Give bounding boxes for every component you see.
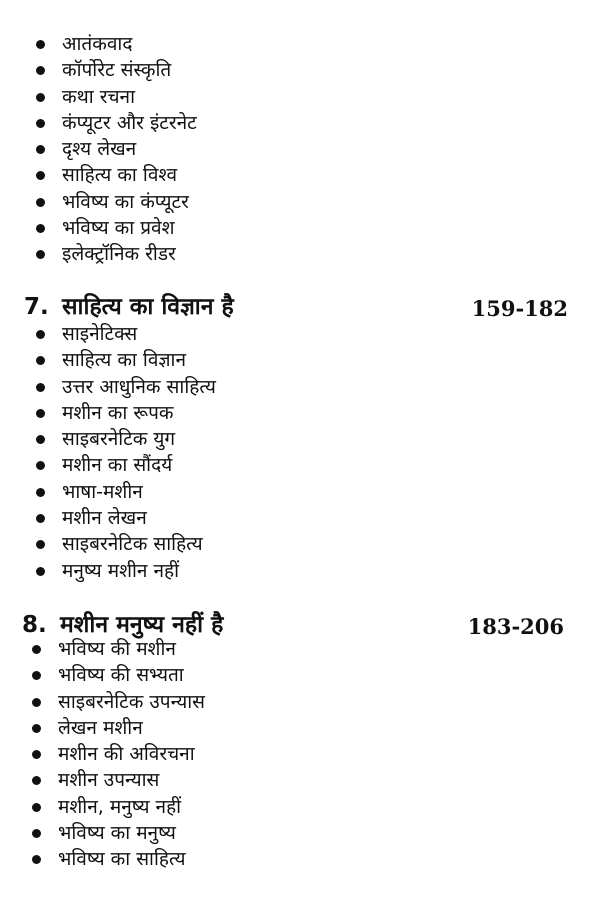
list-item xyxy=(28,636,205,662)
topic-label: मशीन का रूपक xyxy=(62,401,174,424)
topic-label: साहित्य का विज्ञान xyxy=(62,349,187,372)
list-item xyxy=(32,162,197,188)
list-item xyxy=(28,767,205,793)
bullet-icon xyxy=(32,724,41,733)
list-item xyxy=(32,452,216,478)
topic-label: साइबरनेटिक युग xyxy=(62,428,176,451)
bullet-icon xyxy=(36,540,45,549)
list-item xyxy=(32,31,197,57)
chapter-7-topic-list xyxy=(32,321,216,584)
topic-label: मशीन, मनुष्य नहीं xyxy=(58,795,182,818)
topic-label: साइनेटिक्स xyxy=(62,323,138,345)
chapter-8-topic-list xyxy=(28,636,205,873)
chapter-number: 7. xyxy=(24,294,49,320)
list-item xyxy=(32,110,197,136)
topic-label: मशीन उपन्यास xyxy=(58,769,160,792)
list-item xyxy=(32,558,216,584)
bullet-icon xyxy=(36,93,45,102)
list-item xyxy=(32,136,197,162)
topic-label: मनुष्य मशीन नहीं xyxy=(62,559,180,582)
topic-label: भविष्य का प्रवेश xyxy=(62,217,175,240)
bullet-icon xyxy=(36,119,45,128)
bullet-icon xyxy=(36,145,45,154)
bullet-icon xyxy=(36,356,45,365)
bullet-icon xyxy=(32,855,41,864)
topic-label: भविष्य का कंप्यूटर xyxy=(62,190,189,213)
bullet-icon xyxy=(32,750,41,759)
list-item xyxy=(32,189,197,215)
list-item xyxy=(32,479,216,505)
chapter-7-heading xyxy=(24,290,234,324)
bullet-icon xyxy=(36,461,45,470)
list-item xyxy=(32,505,216,531)
topic-label: भविष्य का मनुष्य xyxy=(58,822,176,845)
topic-label: भविष्य का साहित्य xyxy=(58,848,186,871)
bullet-icon xyxy=(36,66,45,75)
topic-label: मशीन का सौंदर्य xyxy=(62,454,173,477)
chapter-number: 8. xyxy=(22,612,47,638)
list-item xyxy=(32,347,216,373)
topic-label: मशीन की अविरचना xyxy=(58,743,195,766)
topic-label: मशीन लेखन xyxy=(62,507,147,530)
topic-label: उत्तर आधुनिक साहित्य xyxy=(62,375,216,398)
topic-label: लेखन मशीन xyxy=(58,716,143,739)
bullet-icon xyxy=(36,330,45,339)
list-item xyxy=(32,84,197,110)
list-item xyxy=(32,241,197,267)
list-item xyxy=(32,374,216,400)
list-item xyxy=(28,662,205,688)
topic-label: भविष्य की सभ्यता xyxy=(58,664,184,687)
chapter-8-page-range: 183-206 xyxy=(467,614,564,639)
bullet-icon xyxy=(32,698,41,707)
bullet-icon xyxy=(32,776,41,785)
list-item xyxy=(32,321,216,347)
topic-label: इलेक्ट्रॉनिक रीडर xyxy=(62,243,176,266)
bullet-icon xyxy=(36,567,45,576)
bullet-icon xyxy=(36,250,45,259)
list-item xyxy=(28,741,205,767)
topic-label: साइबरनेटिक साहित्य xyxy=(62,533,203,556)
list-item xyxy=(28,689,205,715)
chapter-7-page-range: 159-182 xyxy=(471,296,568,321)
bullet-icon xyxy=(36,40,45,49)
bullet-icon xyxy=(36,488,45,497)
bullet-icon xyxy=(32,671,41,680)
list-item xyxy=(28,846,205,872)
topic-label: दृश्य लेखन xyxy=(62,138,137,161)
topic-label: कंप्यूटर और इंटरनेट xyxy=(62,111,197,134)
list-item xyxy=(32,215,197,241)
list-item xyxy=(28,715,205,741)
bullet-icon xyxy=(36,171,45,180)
bullet-icon xyxy=(36,383,45,392)
bullet-icon xyxy=(36,198,45,207)
bullet-icon xyxy=(32,803,41,812)
list-item xyxy=(32,531,216,557)
list-item xyxy=(28,794,205,820)
list-item xyxy=(32,426,216,452)
bullet-icon xyxy=(36,224,45,233)
chapter-title: मशीन मनुष्य नहीं है xyxy=(60,612,224,638)
topic-label: भाषा-मशीन xyxy=(62,480,143,503)
topic-label: कथा रचना xyxy=(62,85,135,108)
list-item xyxy=(28,820,205,846)
chapter-title: साहित्य का विज्ञान है xyxy=(62,294,234,320)
bullet-icon xyxy=(32,645,41,654)
topic-label: आतंकवाद xyxy=(62,33,133,55)
list-item xyxy=(32,400,216,426)
list-item xyxy=(32,57,197,83)
prev-chapter-topic-list xyxy=(32,31,197,268)
topic-label: भविष्य की मशीन xyxy=(58,638,176,660)
bullet-icon xyxy=(36,409,45,418)
topic-label: साहित्य का विश्व xyxy=(62,164,178,187)
bullet-icon xyxy=(32,829,41,838)
topic-label: साइबरनेटिक उपन्यास xyxy=(58,690,205,713)
topic-label: कॉर्पोरेट संस्कृति xyxy=(62,59,172,82)
bullet-icon xyxy=(36,435,45,444)
bullet-icon xyxy=(36,514,45,523)
